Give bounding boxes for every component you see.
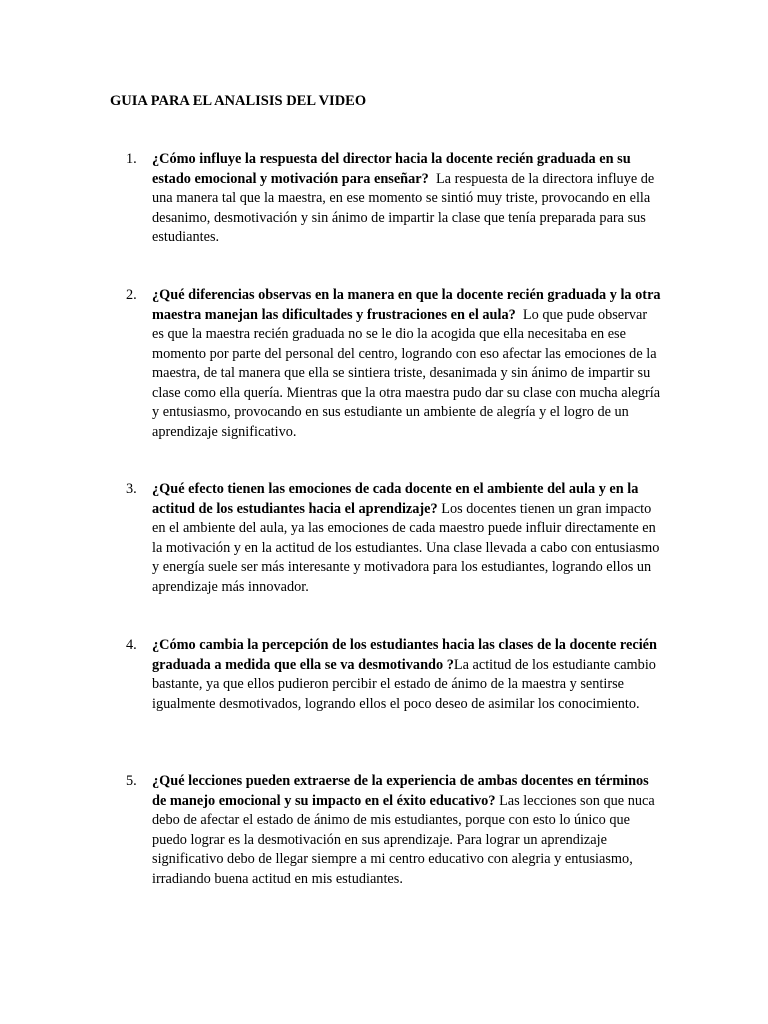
item-number: 4. xyxy=(126,637,137,653)
document-title: GUIA PARA EL ANALISIS DEL VIDEO xyxy=(110,93,367,109)
answer-text: La respuesta de la directora influye de una manera tal que la maestra, en ese momento se sintió muy triste, provocando en ella desanimo, desmotivación y sin ánimo de impartir la clase que tenía preparada para sus estudiantes. xyxy=(152,170,655,245)
item-body xyxy=(152,772,662,889)
item-number: 3. xyxy=(126,481,137,497)
item-body xyxy=(152,150,662,248)
item-number: 1. xyxy=(126,151,137,167)
item-number: 2. xyxy=(126,287,137,303)
question-text: ¿Cómo influye la respuesta del director hacia la docente recién graduada en su estado emocional y motivación para enseñar? xyxy=(152,151,631,187)
question-text: ¿Cómo cambia la percepción de los estudiantes hacia las clases de la docente recién graduada a medida que ella se va desmotivando ? xyxy=(152,637,657,673)
item-body xyxy=(152,480,662,597)
answer-text: La actitud de los estudiante cambio bastante, ya que ellos pudieron percibir el estado de ánimo de la maestra y sentirse igualmente desmotivados, logrando ellos el poco deseo de asimilar los conocimiento. xyxy=(152,656,656,712)
item-body xyxy=(152,286,662,442)
question-text: ¿Qué efecto tienen las emociones de cada docente en el ambiente del aula y en la actitud de los estudiantes hacia el aprendizaje? xyxy=(152,481,639,517)
answer-text: Las lecciones son que nuca debo de afectar el estado de ánimo de mis estudiantes, porque con esto lo único que puedo lograr es la desmotivación en sus aprendizaje. Para lograr un aprendizaje significativo debo de llegar siempre a mi centro educativo con alegria y entusiasmo, irradiando buena actitud en mis estudiantes. xyxy=(152,792,655,887)
item-body xyxy=(152,636,662,714)
answer-text: Lo que pude observar es que la maestra recién graduada no se le dio la acogida que ella necesitaba en ese momento por parte del personal del centro, logrando con eso afectar las emociones de la maestra, de tal manera que ella se sintiera triste, desanimada y sin ánimo de impartir su clase como ella quería. Mientras que la otra maestra pudo dar su clase con mucha alegría y entusiasmo, provocando en sus estudiante un ambiente de alegría y el logro de un aprendizaje significativo. xyxy=(152,306,661,440)
answer-text: Los docentes tienen un gran impacto en el ambiente del aula, ya las emociones de cada maestro puede influir directamente en la motivación y en la actitud de los estudiantes. Una clase llevada a cabo con entusiasmo y energía suele ser más interesante y motivadora para los estudiantes, logrando ellos un aprendizaje más innovador. xyxy=(152,500,660,595)
question-text: ¿Qué diferencias observas en la manera en que la docente recién graduada y la otra maestra manejan las dificultades y frustraciones en el aula? xyxy=(152,287,661,323)
question-text: ¿Qué lecciones pueden extraerse de la experiencia de ambas docentes en términos de manejo emocional y su impacto en el éxito educativo? xyxy=(152,773,649,809)
item-number: 5. xyxy=(126,773,137,789)
